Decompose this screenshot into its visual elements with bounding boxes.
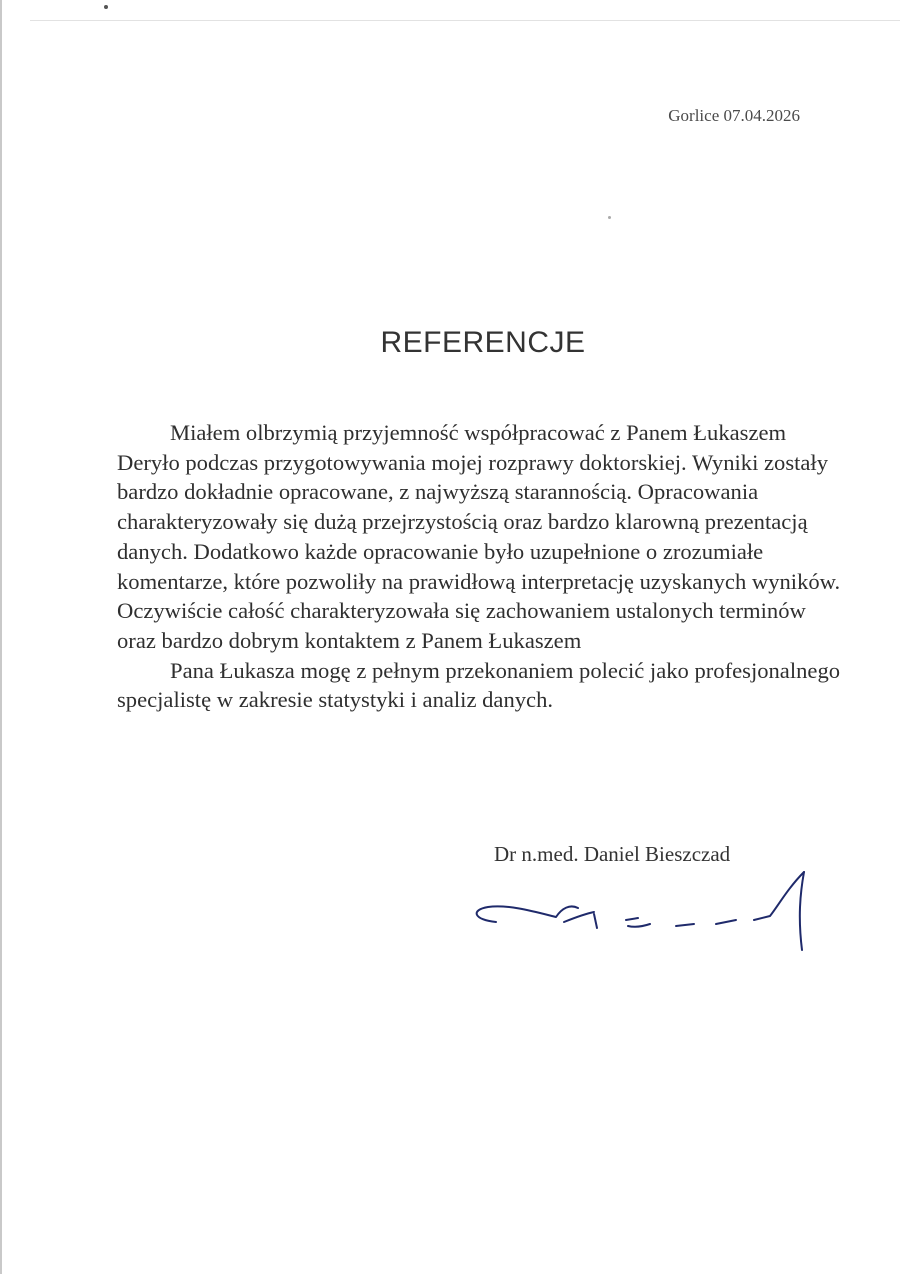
- scan-top-line: [30, 20, 900, 21]
- document-title: REFERENCJE: [380, 326, 586, 359]
- signer-name: Dr n.med. Daniel Bieszczad: [494, 842, 731, 866]
- scan-speck: [104, 5, 108, 9]
- paragraph-1: Miałem olbrzymią przyjemność współpracować z Panem Łukaszem Deryło podczas przygotowywania mojej rozprawy doktorskiej. Wyniki zostały bardzo dokładnie opracowane, z najwyższą starannością. Opracowania charakteryzowały się dużą przejrzystością oraz bardzo klarowną prezentacją danych. Dodatkowo każde opracowanie było uzupełnione o zrozumiałe komentarze, które pozwoliły na prawidłową interpretację uzyskanych wyników. Oczywiście całość charakteryzowała się zachowaniem ustalonych terminów oraz bardzo dobrym kontaktem z Panem Łukaszem: [117, 420, 841, 653]
- handwritten-signature: [466, 862, 826, 962]
- scan-left-edge: [0, 0, 2, 1274]
- letter-body: [117, 418, 842, 715]
- paragraph-2: Pana Łukasza mogę z pełnym przekonaniem polecić jako profesjonalnego specjalistę w zakresie statystyki i analiz danych.: [117, 657, 841, 713]
- place-date: Gorlice 07.04.2026: [668, 106, 800, 125]
- scan-speck: [608, 216, 611, 219]
